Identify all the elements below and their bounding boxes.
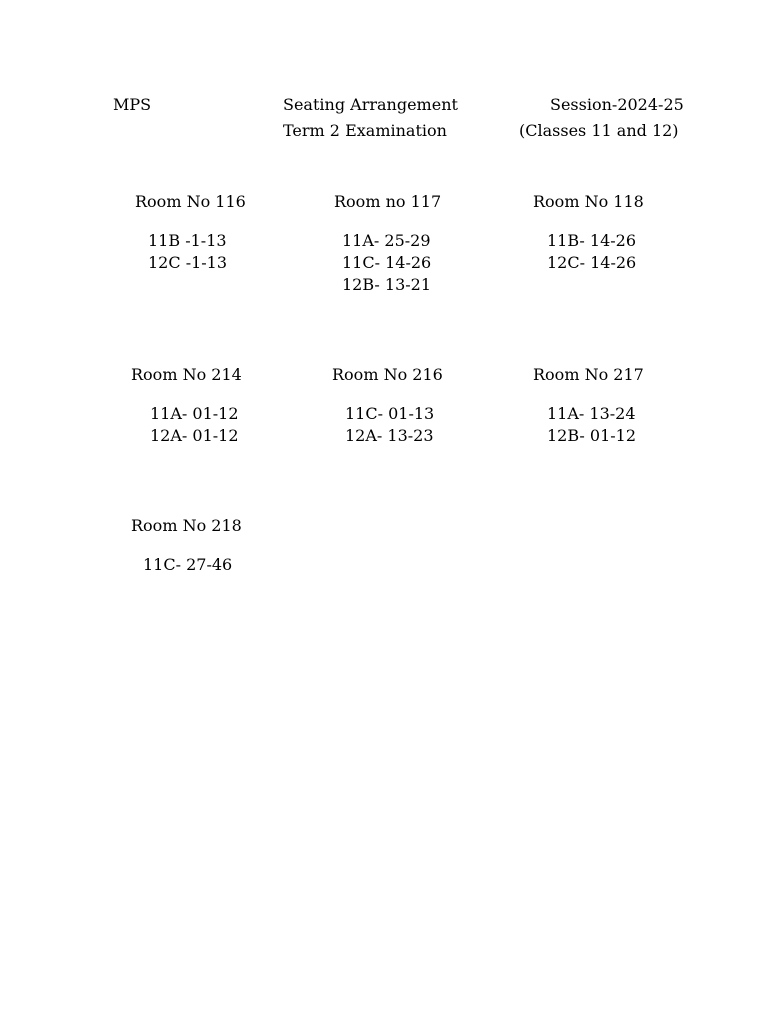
room-allocation: 11A- 25-29 <box>342 231 431 250</box>
session-label: Session-2024-25 <box>550 95 684 114</box>
room-218-block <box>131 516 331 576</box>
room-allocation: 12B- 13-21 <box>342 275 432 294</box>
room-117-block <box>334 192 534 296</box>
room-title: Room No 217 <box>533 365 644 384</box>
room-allocation: 12A- 13-23 <box>345 426 434 445</box>
classes-label: (Classes 11 and 12) <box>519 121 679 140</box>
room-allocation: 11B- 14-26 <box>547 231 637 250</box>
room-216-block <box>332 365 532 447</box>
school-name: MPS <box>113 95 152 114</box>
room-title: Room No 216 <box>332 365 443 384</box>
room-allocation: 11B -1-13 <box>148 231 227 250</box>
room-allocation: 12A- 01-12 <box>150 426 239 445</box>
room-title: Room No 218 <box>131 516 242 535</box>
room-allocation: 11C- 27-46 <box>143 555 233 574</box>
room-118-block <box>533 192 733 274</box>
exam-name: Term 2 Examination <box>283 121 447 140</box>
room-allocation: 11A- 01-12 <box>150 404 239 423</box>
room-allocation: 12B- 01-12 <box>547 426 637 445</box>
room-allocation: 11C- 14-26 <box>342 253 432 272</box>
room-allocation: 12C -1-13 <box>148 253 228 272</box>
room-214-block <box>131 365 331 447</box>
room-116-block <box>135 192 335 274</box>
room-title: Room no 117 <box>334 192 442 211</box>
room-title: Room No 118 <box>533 192 644 211</box>
room-allocation: 12C- 14-26 <box>547 253 637 272</box>
document-title: Seating Arrangement <box>283 95 458 114</box>
room-title: Room No 214 <box>131 365 242 384</box>
room-217-block <box>533 365 733 447</box>
room-allocation: 11A- 13-24 <box>547 404 636 423</box>
room-title: Room No 116 <box>135 192 246 211</box>
room-allocation: 11C- 01-13 <box>345 404 435 423</box>
